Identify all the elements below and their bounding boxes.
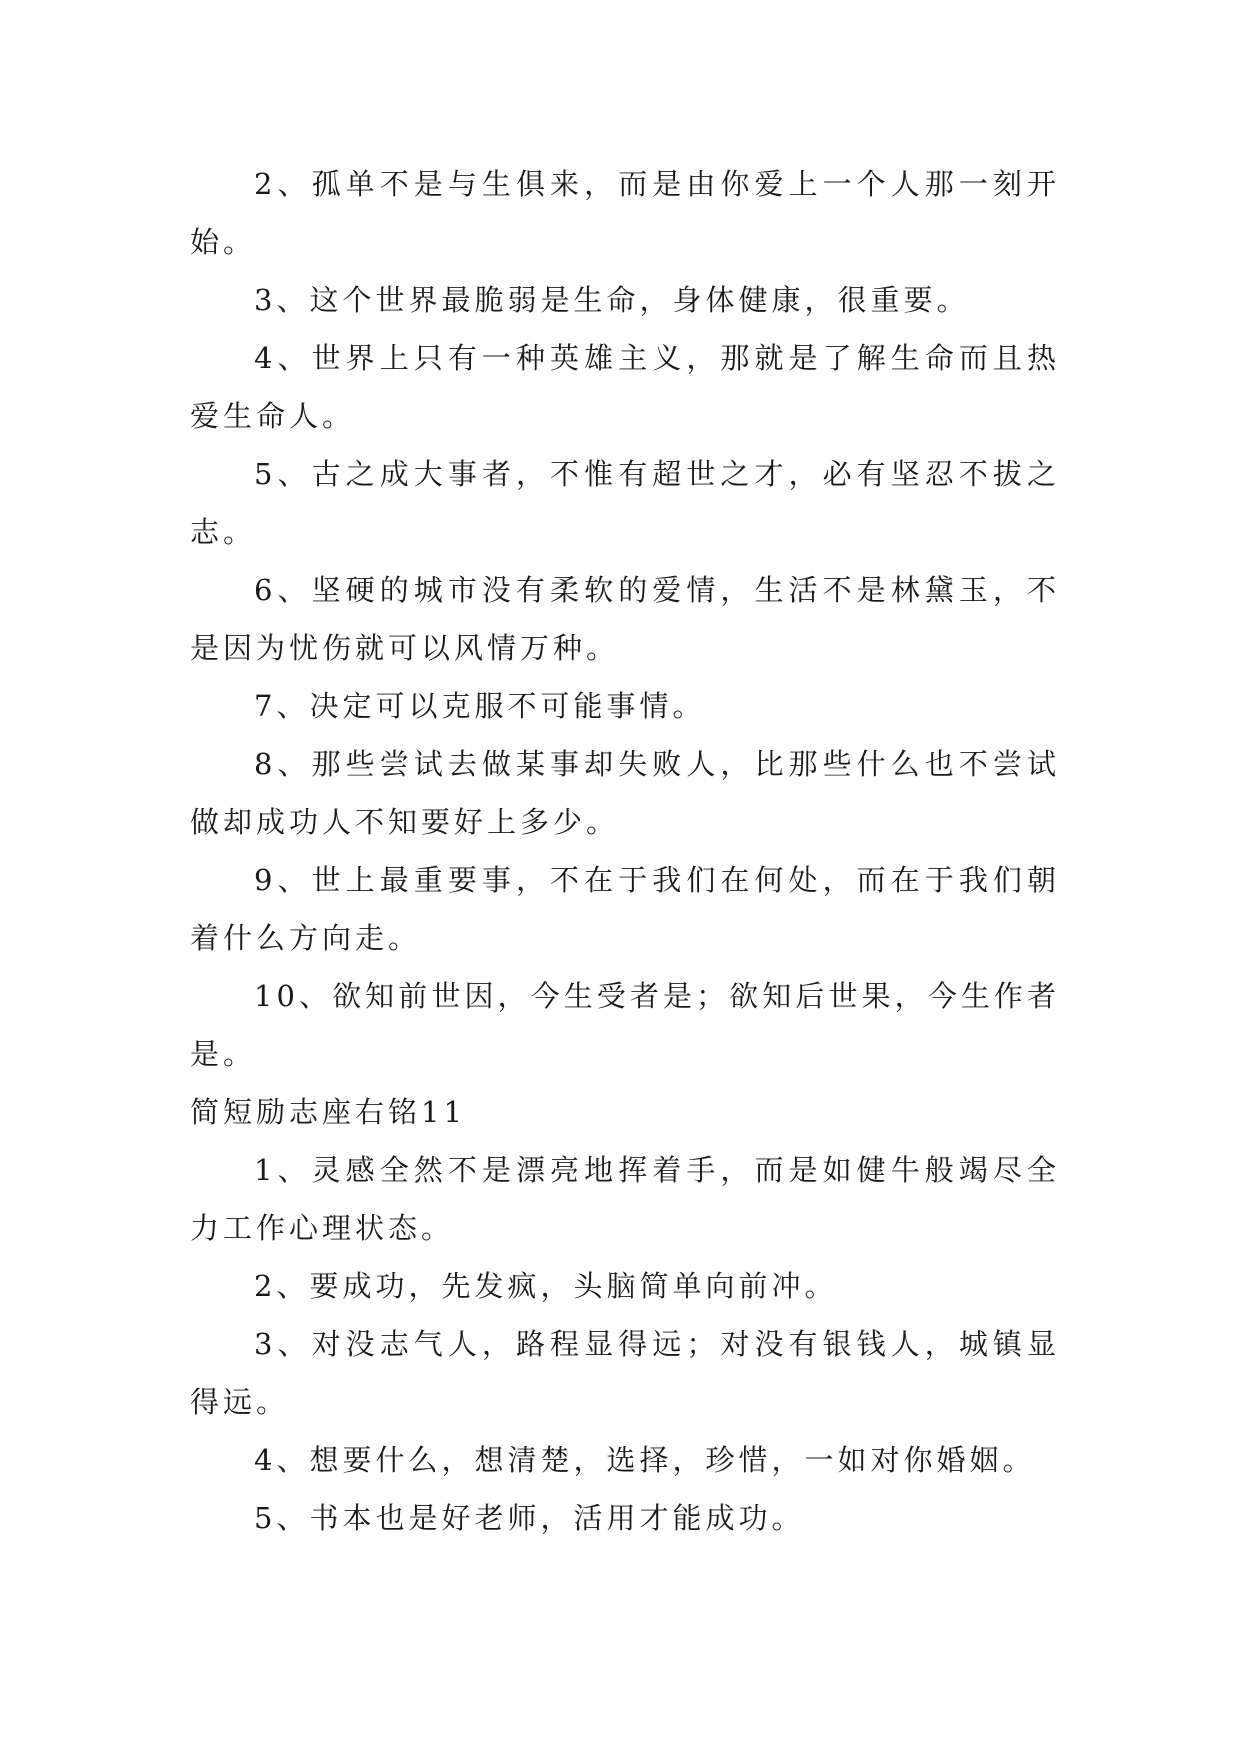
paragraph-item-b2: 2、要成功，先发疯，头脑简单向前冲。 <box>254 1269 838 1303</box>
paragraph-item-6: 6、坚硬的城市没有柔软的爱情，生活不是林黛玉，不是因为忧伤就可以风情万种。 <box>190 573 1060 665</box>
section-heading: 简短励志座右铭11 <box>190 1095 466 1129</box>
paragraph-item-b4: 4、想要什么，想清楚，选择，珍惜，一如对你婚姻。 <box>254 1443 1036 1477</box>
paragraph-item-10: 10、欲知前世因，今生受者是；欲知后世果，今生作者是。 <box>190 979 1060 1071</box>
paragraph-item-5: 5、古之成大事者，不惟有超世之才，必有坚忍不拔之志。 <box>190 457 1060 549</box>
paragraph-item-2: 2、孤单不是与生俱来，而是由你爱上一个人那一刻开始。 <box>190 167 1060 259</box>
paragraph-item-3: 3、这个世界最脆弱是生命，身体健康，很重要。 <box>254 283 970 317</box>
document-body <box>190 155 1060 1547</box>
paragraph-item-b3: 3、对没志气人，路程显得远；对没有银钱人，城镇显得远。 <box>190 1327 1060 1419</box>
paragraph-item-b1: 1、灵感全然不是漂亮地挥着手，而是如健牛般竭尽全力工作心理状态。 <box>190 1153 1060 1245</box>
paragraph-item-4: 4、世界上只有一种英雄主义，那就是了解生命而且热爱生命人。 <box>190 341 1060 433</box>
paragraph-item-7: 7、决定可以克服不可能事情。 <box>254 689 706 723</box>
paragraph-item-b5: 5、书本也是好老师，活用才能成功。 <box>254 1501 805 1535</box>
paragraph-item-9: 9、世上最重要事，不在于我们在何处，而在于我们朝着什么方向走。 <box>190 863 1060 955</box>
paragraph-item-8: 8、那些尝试去做某事却失败人，比那些什么也不尝试做却成功人不知要好上多少。 <box>190 747 1060 839</box>
